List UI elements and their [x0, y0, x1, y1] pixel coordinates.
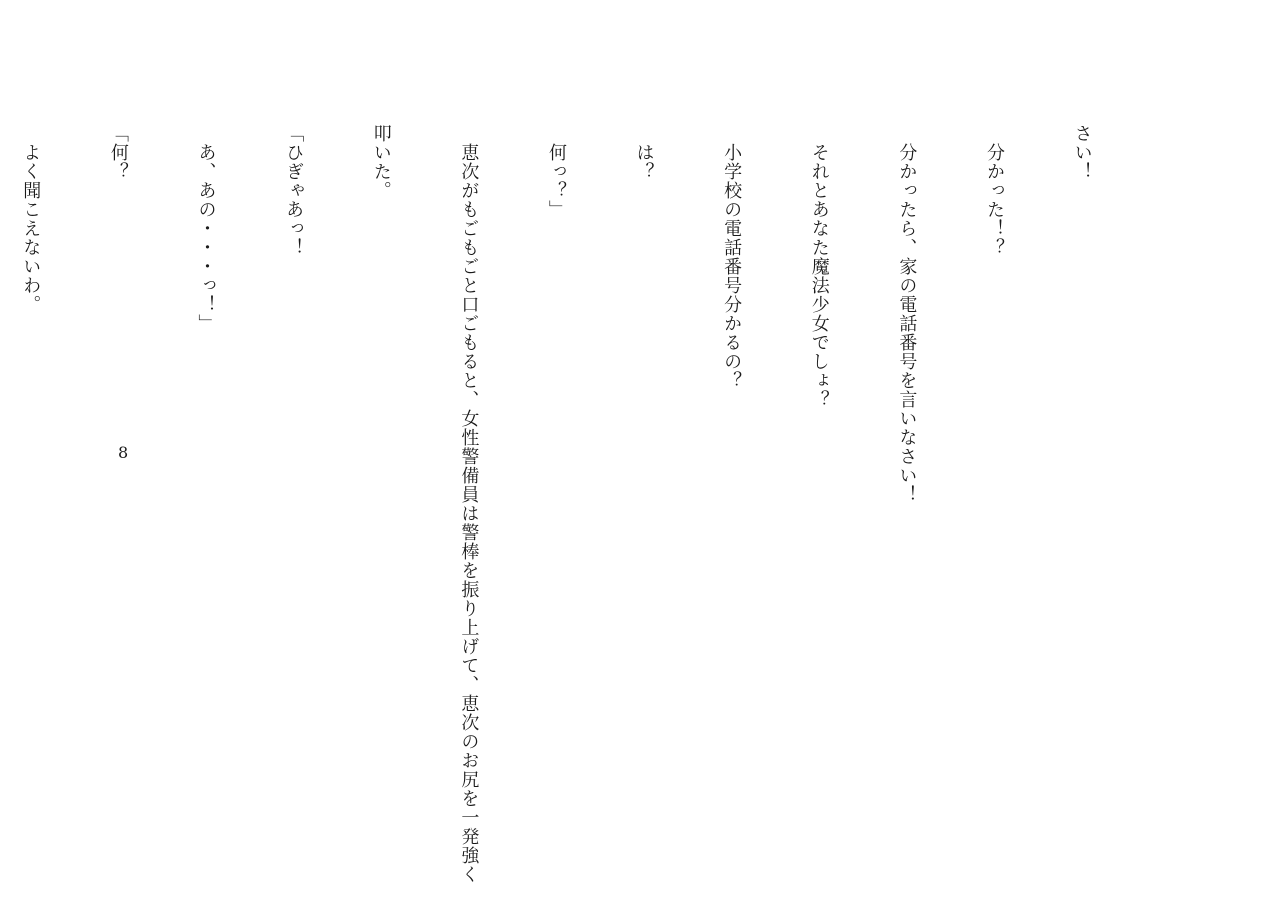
text-line: 何っ？」	[545, 124, 567, 219]
text-line: 分かったら、家の電話番号を言いなさい！	[896, 124, 918, 504]
text-line: は？	[633, 124, 655, 181]
text-line: 分かった！？	[983, 124, 1005, 257]
page-number: 8	[118, 443, 129, 462]
text-line: 叩いた。	[370, 124, 392, 200]
text-line: それとあなた魔法少女でしょ？	[808, 124, 830, 409]
text-line: 「何？	[107, 124, 129, 181]
text-line: よく聞こえないわ。	[20, 124, 42, 314]
text-line: あ、あの・・・っ！」	[195, 124, 217, 333]
vertical-text-body	[0, 124, 1155, 884]
text-line: 小学校の電話番号分かるの？	[721, 124, 743, 390]
text-line: さい！	[1071, 124, 1093, 181]
text-line: 恵次がもごもごと口ごもると、女性警備員は警棒を振り上げて、恵次のお尻を一発強く	[458, 124, 480, 884]
text-line: 「ひぎゃあっ！	[283, 124, 305, 257]
